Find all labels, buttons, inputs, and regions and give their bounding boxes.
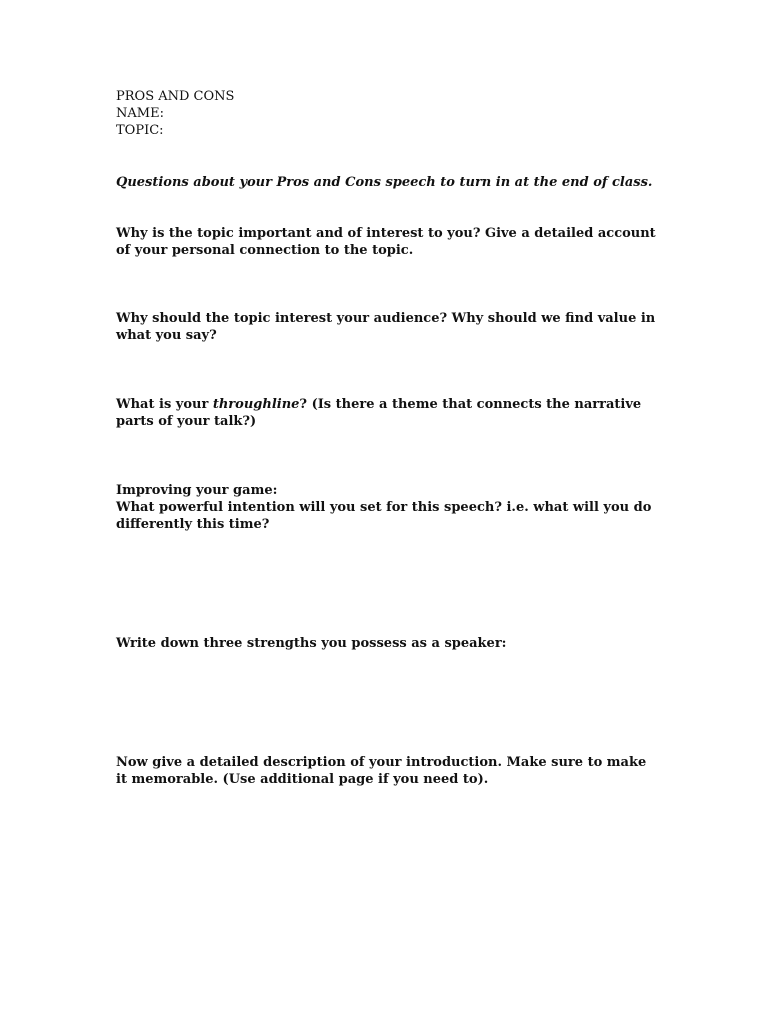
improving-game-heading: Improving your game: [116,483,278,498]
question-throughline-term: throughline [212,397,300,412]
topic-label: TOPIC: [116,123,164,138]
question-throughline-after: ? (Is there a theme that connects the narrative parts of your talk?) [116,397,642,429]
worksheet-header [116,88,234,139]
improving-game-text: What powerful intention will you set for this speech? i.e. what will you do differently this time? [116,500,652,532]
question-introduction: Now give a detailed description of your introduction. Make sure to make it memorable. (Use additional page if you need to). [116,755,647,787]
question-topic-importance: Why is the topic important and of interest to you? Give a detailed account of your personal connection to the topic. [116,226,656,258]
name-label: NAME: [116,106,164,121]
question-throughline-before: What is your [116,397,213,412]
question-strengths: Write down three strengths you possess as a speaker: [116,636,507,651]
worksheet-title: PROS AND CONS [116,89,235,104]
question-audience-interest: Why should the topic interest your audience? Why should we find value in what you say? [116,311,656,343]
worksheet-instructions: Questions about your Pros and Cons speech to turn in at the end of class. [116,175,653,190]
question-throughline [116,396,656,430]
question-improving-game [116,482,656,533]
